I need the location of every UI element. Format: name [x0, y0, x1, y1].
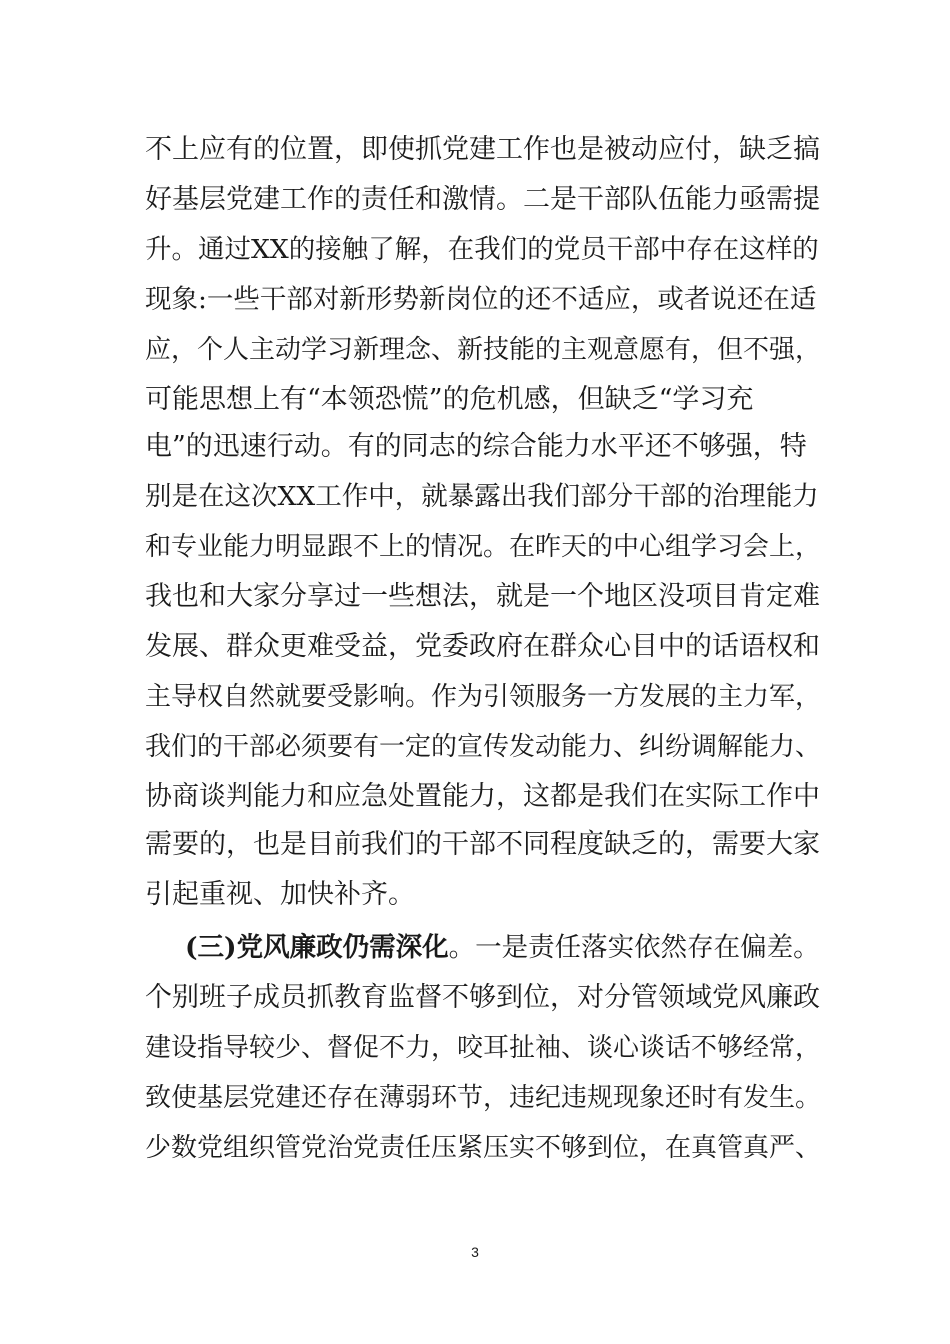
section-3-heading: (三)党风廉政仍需深化 — [185, 932, 449, 963]
text-line: 需要的，也是目前我们的干部不同程度缺乏的，需要大家 — [145, 829, 820, 860]
section-3-first-line — [185, 922, 825, 974]
text-line: 升。通过XX的接触了解，在我们的党员干部中存在这样的 — [145, 234, 819, 265]
text-line: 电”的迅速行动。有的同志的综合能力水平还不够强，特 — [145, 431, 807, 462]
page-number: 3 — [471, 1244, 479, 1260]
text-line: 协商谈判能力和应急处置能力，这都是我们在实际工作中 — [145, 781, 820, 812]
text-line: 致使基层党建还存在薄弱环节，违纪违规现象还时有发生。 — [145, 1083, 822, 1113]
text-line: 不上应有的位置，即使抓党建工作也是被动应付，缺乏搞 — [145, 134, 820, 165]
text-line: 少数党组织管党治党责任压紧压实不够到位，在真管真严、 — [145, 1133, 822, 1163]
text-line: 现象:一些干部对新形势新岗位的还不适应，或者说还在适 — [145, 284, 817, 315]
text-line: 和专业能力明显跟不上的情况。在昨天的中心组学习会上， — [145, 532, 822, 562]
section-3-first-line-text: 。一是责任落实依然存在偏差。 — [448, 932, 820, 963]
text-line: 发展、群众更难受益，党委政府在群众心目中的话语权和 — [145, 631, 820, 662]
text-line: 个别班子成员抓教育监督不够到位，对分管领域党风廉政 — [145, 982, 820, 1013]
text-line: 应，个人主动学习新理念、新技能的主观意愿有，但不强， — [145, 335, 822, 365]
text-line: 建设指导较少、督促不力，咬耳扯袖、谈心谈话不够经常， — [145, 1033, 822, 1063]
text-line: 可能思想上有“本领恐慌”的危机感，但缺乏“学习充 — [145, 384, 754, 415]
text-line: 别是在这次XX工作中，就暴露出我们部分干部的治理能力 — [145, 481, 819, 512]
text-line: 我也和大家分享过一些想法，就是一个地区没项目肯定难 — [145, 581, 820, 612]
text-line: 好基层党建工作的责任和激情。二是干部队伍能力亟需提 — [145, 184, 820, 215]
text-line: 引起重视、加快补齐。 — [145, 879, 415, 910]
text-line: 主导权自然就要受影响。作为引领服务一方发展的主力军， — [145, 682, 822, 712]
text-line: 我们的干部必须要有一定的宣传发动能力、纠纷调解能力、 — [145, 732, 822, 762]
